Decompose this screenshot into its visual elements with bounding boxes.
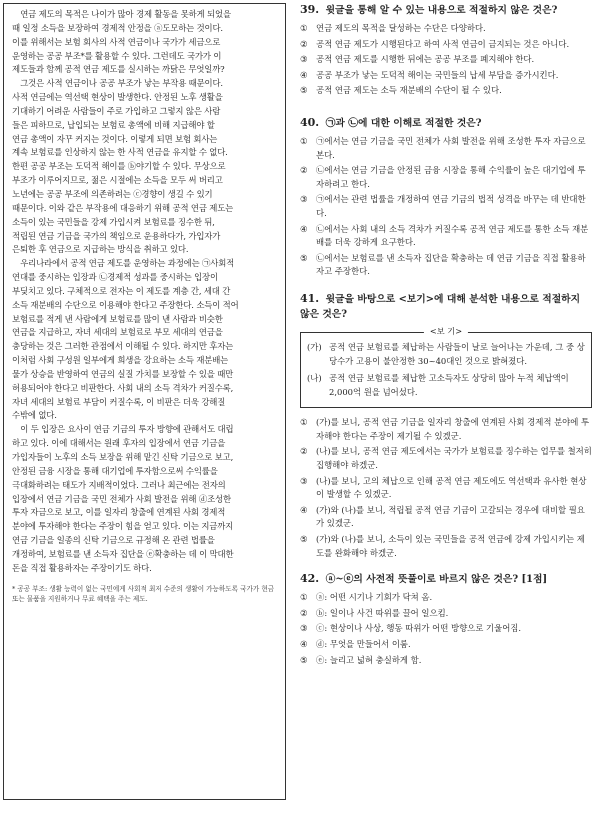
- question-number: 42.: [300, 572, 320, 586]
- option-list: [300, 22, 592, 98]
- question-42: [300, 572, 592, 667]
- answer-option[interactable]: [300, 84, 592, 98]
- passage-line: 하고 있다. 이에 대해서는 원래 후자의 입장에서 연금 기금을: [12, 438, 226, 449]
- option-list: [300, 591, 592, 667]
- passage-line: 때 일정 소득을 보장하여 경제적 안정을 ⓐ도모하는 것이다.: [12, 22, 223, 33]
- option-list: [300, 135, 592, 279]
- passage-line: 충당하는 것은 그러한 관점에서 이해될 수 있다. 하지만 후자는: [12, 341, 234, 352]
- passage-line: 들은 피하므로, 납입되는 보험료 총액에 비해 지급해야 할: [12, 119, 215, 130]
- option-number: ①: [300, 23, 308, 33]
- option-text: 연금 제도의 목적을 달성하는 수단은 다양하다.: [316, 23, 486, 33]
- option-text: 공적 연금 제도를 시행한 뒤에는 공공 부조를 폐지해야 한다.: [316, 54, 535, 65]
- option-text: (나)를 보니, 고의 체납으로 인해 공적 연금 제도에도 역선택과 유사한 현상이 발생할 수 있겠군.: [316, 475, 587, 500]
- option-number: ⑤: [300, 85, 308, 96]
- passage-line: 안정된 금융 시장을 통해 대기업에 투자함으로써 수익률을: [12, 465, 218, 476]
- question-number: 39.: [300, 3, 320, 16]
- passage-line: 연금 총액이 자꾸 커지는 것이다. 이렇게 되면 보험 회사는: [12, 133, 218, 144]
- option-list: [300, 416, 592, 560]
- answer-option[interactable]: [300, 654, 592, 668]
- bogi-label: <보 기>: [424, 325, 468, 339]
- passage-line: 연금 제도의 목적은 나이가 많아 경제 활동을 못하게 되었을: [12, 9, 231, 19]
- option-text: 공적 연금 제도가 시행된다고 하여 사적 연금이 금지되는 것은 아니다.: [316, 38, 570, 49]
- option-number: ②: [300, 446, 308, 457]
- passage-line: 우리나라에서 공적 연금 제도를 운영하는 과정에는 ㉠사회적: [12, 258, 235, 269]
- question-title: ⓐ~ⓔ의 사전적 뜻풀이로 바르지 않은 것은? [1점]: [325, 574, 548, 586]
- answer-option[interactable]: [300, 416, 592, 443]
- passage-line: 소득 재분배의 수단으로 이용해야 한다고 주장한다. 소득이 적어: [12, 299, 239, 310]
- passage-line: 연금을 지급하고, 자녀 세대의 보험료로 부모 세대의 연금을: [12, 327, 223, 338]
- question-title-cont: 않은 것은?: [300, 308, 348, 320]
- question-title: 윗글을 바탕으로 <보기>에 대해 분석한 내용으로 적절하지: [325, 293, 581, 305]
- passage-line: 부조가 이루어지므로, 젊은 시절에는 소득을 모두 써 버리고: [12, 175, 223, 186]
- passage-line: 노년에는 공공 부조에 의존하려는 ⓒ경향이 생길 수 있기: [12, 188, 213, 199]
- option-text: ⓒ: 현상이나 사상, 행동 따위가 어떤 방향으로 기울어짐.: [316, 623, 522, 634]
- passage-line: 수밖에 없다.: [12, 410, 57, 421]
- option-number: ①: [300, 135, 308, 146]
- option-number: ⑤: [300, 654, 308, 665]
- answer-option[interactable]: [300, 193, 592, 220]
- option-text: ⓐ: 어떤 시기나 기회가 닥쳐 옴.: [316, 592, 433, 603]
- option-number: ④: [300, 639, 308, 649]
- option-number: ④: [300, 69, 308, 80]
- answer-option[interactable]: [300, 591, 592, 605]
- option-number: ③: [300, 475, 308, 486]
- question-41: [300, 291, 592, 560]
- passage-line: 운영하는 공공 부조*를 활용할 수 있다. 그런데도 국가가 이: [12, 50, 222, 61]
- option-number: ⑤: [300, 534, 308, 545]
- option-number: ①: [300, 417, 308, 428]
- passage-line: 가입자들이 노후의 소득 보장을 위해 맡긴 신탁 기금으로 보고,: [12, 452, 234, 462]
- option-number: ③: [300, 54, 308, 65]
- passage-line: 극대화하려는 태도가 지배적이었다. 그러나 최근에는 전자의: [12, 479, 226, 490]
- passage-line: 한편 공공 부조는 도덕적 해이를 ⓑ야기할 수 있다. 무상으로: [12, 161, 226, 172]
- question-number: 41.: [300, 291, 320, 305]
- answer-option[interactable]: [300, 22, 592, 36]
- answer-option[interactable]: [300, 622, 592, 636]
- option-text: ㉠에서는 연금 기금을 국민 전체가 사회 발전을 위해 조성한 투자 자금으로 본다.: [316, 135, 586, 160]
- answer-option[interactable]: [300, 53, 592, 67]
- answer-option[interactable]: [300, 475, 592, 502]
- answer-option[interactable]: [300, 164, 592, 191]
- answer-option[interactable]: [300, 445, 592, 472]
- question-39: [300, 3, 592, 98]
- option-text: ⓓ: 무엇을 만들어서 이룸.: [316, 639, 411, 649]
- passage-line: 분야에 투자해야 한다는 주장이 힘을 얻고 있다. 이는 지금까지: [12, 521, 234, 532]
- passage-line: 부딪치고 있다. 구체적으로 전자는 이 제도를 계층 간, 세대 간: [12, 285, 231, 296]
- option-text: (나)를 보니, 공적 연금 제도에서는 국가가 보험료를 징수하는 업무를 철저히 집행해야 하겠군.: [316, 446, 592, 471]
- answer-option[interactable]: [300, 638, 592, 652]
- passage-line: 그것은 사적 연금이나 공공 부조가 낳는 부작용 때문이다.: [12, 78, 223, 89]
- passage-line: 투자 자금으로 보고, 이를 일자리 창출에 연계된 사회 경제적: [12, 507, 226, 518]
- answer-option[interactable]: [300, 69, 592, 83]
- passage-line: 개정하여, 보험료를 낸 소득자 집단을 ⓔ확충하는 데 이 막대한: [12, 548, 234, 559]
- question-number: 40.: [300, 115, 320, 129]
- option-text: 공적 연금 제도는 소득 재분배의 수단이 될 수 있다.: [316, 85, 502, 96]
- passage-line: 물가 상승을 반영하여 연금의 실질 가치를 보장할 수 있을 때만: [12, 368, 234, 379]
- answer-option[interactable]: [300, 252, 592, 279]
- option-number: ④: [300, 504, 308, 515]
- question-column: [300, 3, 592, 675]
- passage-line: 소득이 있는 국민들을 강제 가입시켜 보험료를 징수한 뒤,: [12, 216, 215, 227]
- passage-line: 적립된 연금 기금을 국가의 책임으로 운용하다가, 가입자가: [12, 230, 221, 241]
- reading-passage: [3, 3, 286, 800]
- passage-line: 계속 보험료를 인상하지 않는 한 사적 연금을 유지할 수 없다.: [12, 147, 228, 158]
- option-number: ②: [300, 607, 308, 618]
- answer-option[interactable]: [300, 223, 592, 250]
- passage-line: 보험료를 적게 낸 사람에게 보험료를 많이 낸 사람과 비슷한: [12, 313, 223, 324]
- answer-option[interactable]: [300, 135, 592, 162]
- bogi-box: [300, 325, 592, 408]
- option-text: ㉡에서는 보험료를 낸 소득자 집단을 확충하는 데 연금 기금을 직접 활용하자고 주장한다.: [316, 252, 586, 277]
- footnote: * 공공 부조: 생활 능력이 없는 국민에게 사회적 최저 수준의 생활이 가능하도록 국가가 현금 또는 물품을 지원하거나 무료 혜택을 주는 제도.: [12, 584, 275, 603]
- question-40: [300, 116, 592, 279]
- option-number: ③: [300, 194, 308, 205]
- passage-line: 기대하기 어려운 사람들이 주로 가입하고 그렇지 않은 사람: [12, 105, 221, 116]
- option-text: ⓑ: 일이나 사건 따위를 끌어 일으킴.: [316, 607, 449, 618]
- answer-option[interactable]: [300, 38, 592, 52]
- passage-line: 은퇴한 후 연금으로 지급하는 방식을 취하고 있다.: [12, 244, 189, 255]
- passage-line: 사적 연금에는 역선택 현상이 발생한다. 안정된 노후 생활을: [12, 92, 223, 103]
- passage-text: [12, 8, 277, 576]
- question-title: ㉠과 ㉡에 대한 이해로 적절한 것은?: [325, 117, 482, 129]
- answer-option[interactable]: [300, 504, 592, 531]
- passage-line: 허용되어야 한다고 비판한다. 사회 내의 소득 격차가 커질수록,: [12, 382, 234, 393]
- passage-line: 연대를 중시하는 입장과 ㉡경제적 성과를 중시하는 입장이: [12, 272, 218, 283]
- option-text: (가)를 보니, 공적 연금 기금을 일자리 창출에 연계된 사회 경제적 분야에 투자해야 한다는 주장이 제기될 수 있겠군.: [316, 417, 590, 441]
- answer-option[interactable]: [300, 607, 592, 621]
- question-title: 윗글을 통해 알 수 있는 내용으로 적절하지 않은 것은?: [325, 5, 558, 16]
- option-number: ②: [300, 165, 308, 176]
- option-number: ②: [300, 38, 308, 49]
- option-number: ①: [300, 592, 308, 603]
- passage-line: 연금 기금을 일종의 신탁 기금으로 규정해 온 관련 법률을: [12, 535, 215, 546]
- bogi-item: (가) 공적 연금 보험료를 체납하는 사람들이 날로 늘어나는 가운데, 그 중 상당수가 고용이 불안정한 30~40대인 것으로 밝혀졌다.: [307, 341, 585, 366]
- option-text: ㉠에서는 관련 법률을 개정하여 연금 기금의 법적 성격을 바꾸는 데 반대한다.: [316, 194, 586, 218]
- option-text: 공공 부조가 낳는 도덕적 해이는 국민들의 납세 부담을 증가시킨다.: [316, 69, 559, 80]
- option-number: ③: [300, 623, 308, 634]
- passage-line: 이 두 입장은 요사이 연금 기금의 투자 방향에 관해서도 대립: [12, 424, 234, 435]
- bogi-item: (나) 공적 연금 보험료를 체납한 고소득자도 상당히 많아 누적 체납액이 2,000억 원을 넘어섰다.: [307, 373, 569, 397]
- option-text: (가)와 (나)를 보니, 소득이 있는 국민들을 공적 연금에 강제 가입시키는 제도를 완화해야 하겠군.: [316, 534, 585, 558]
- passage-line: 입장에서 연금 기금을 국민 전체가 사회 발전을 위해 ⓓ조성한: [12, 493, 231, 504]
- option-text: ㉡에서는 연금 기금을 안정된 금융 시장을 통해 수익률이 높은 대기업에 투자하려고 한다.: [316, 165, 586, 189]
- option-text: ㉡에서는 사회 내의 소득 격차가 커질수록 공적 연금 제도를 통한 소득 재분배를 더욱 강하게 요구한다.: [316, 223, 589, 248]
- option-number: ④: [300, 223, 308, 234]
- passage-line: 때문이다. 이와 같은 부작용에 대응하기 위해 공적 연금 제도는: [12, 202, 234, 213]
- passage-line: 돈을 직접 활용하자는 주장이기도 하다.: [12, 562, 152, 573]
- passage-line: 자녀 세대의 보험료 부담이 커질수록, 이 비판은 더욱 강해질: [12, 396, 226, 407]
- passage-line: 이를 위해서는 보험 회사의 사적 연금이나 국가가 세금으로: [12, 36, 221, 47]
- option-text: (가)와 (나)를 보니, 적립될 공적 연금 기금이 고갈되는 경우에 대비할 필요가 있겠군.: [316, 504, 585, 529]
- answer-option[interactable]: [300, 533, 592, 560]
- option-number: ⑤: [300, 252, 308, 263]
- passage-line: 이처럼 사회 구성원 일부에게 희생을 강요하는 소득 재분배는: [12, 355, 229, 366]
- passage-line: 제도들과 함께 공적 연금 제도를 실시하는 까닭은 무엇일까?: [12, 64, 225, 75]
- option-text: ⓔ: 늘리고 넓혀 충실하게 함.: [316, 654, 422, 665]
